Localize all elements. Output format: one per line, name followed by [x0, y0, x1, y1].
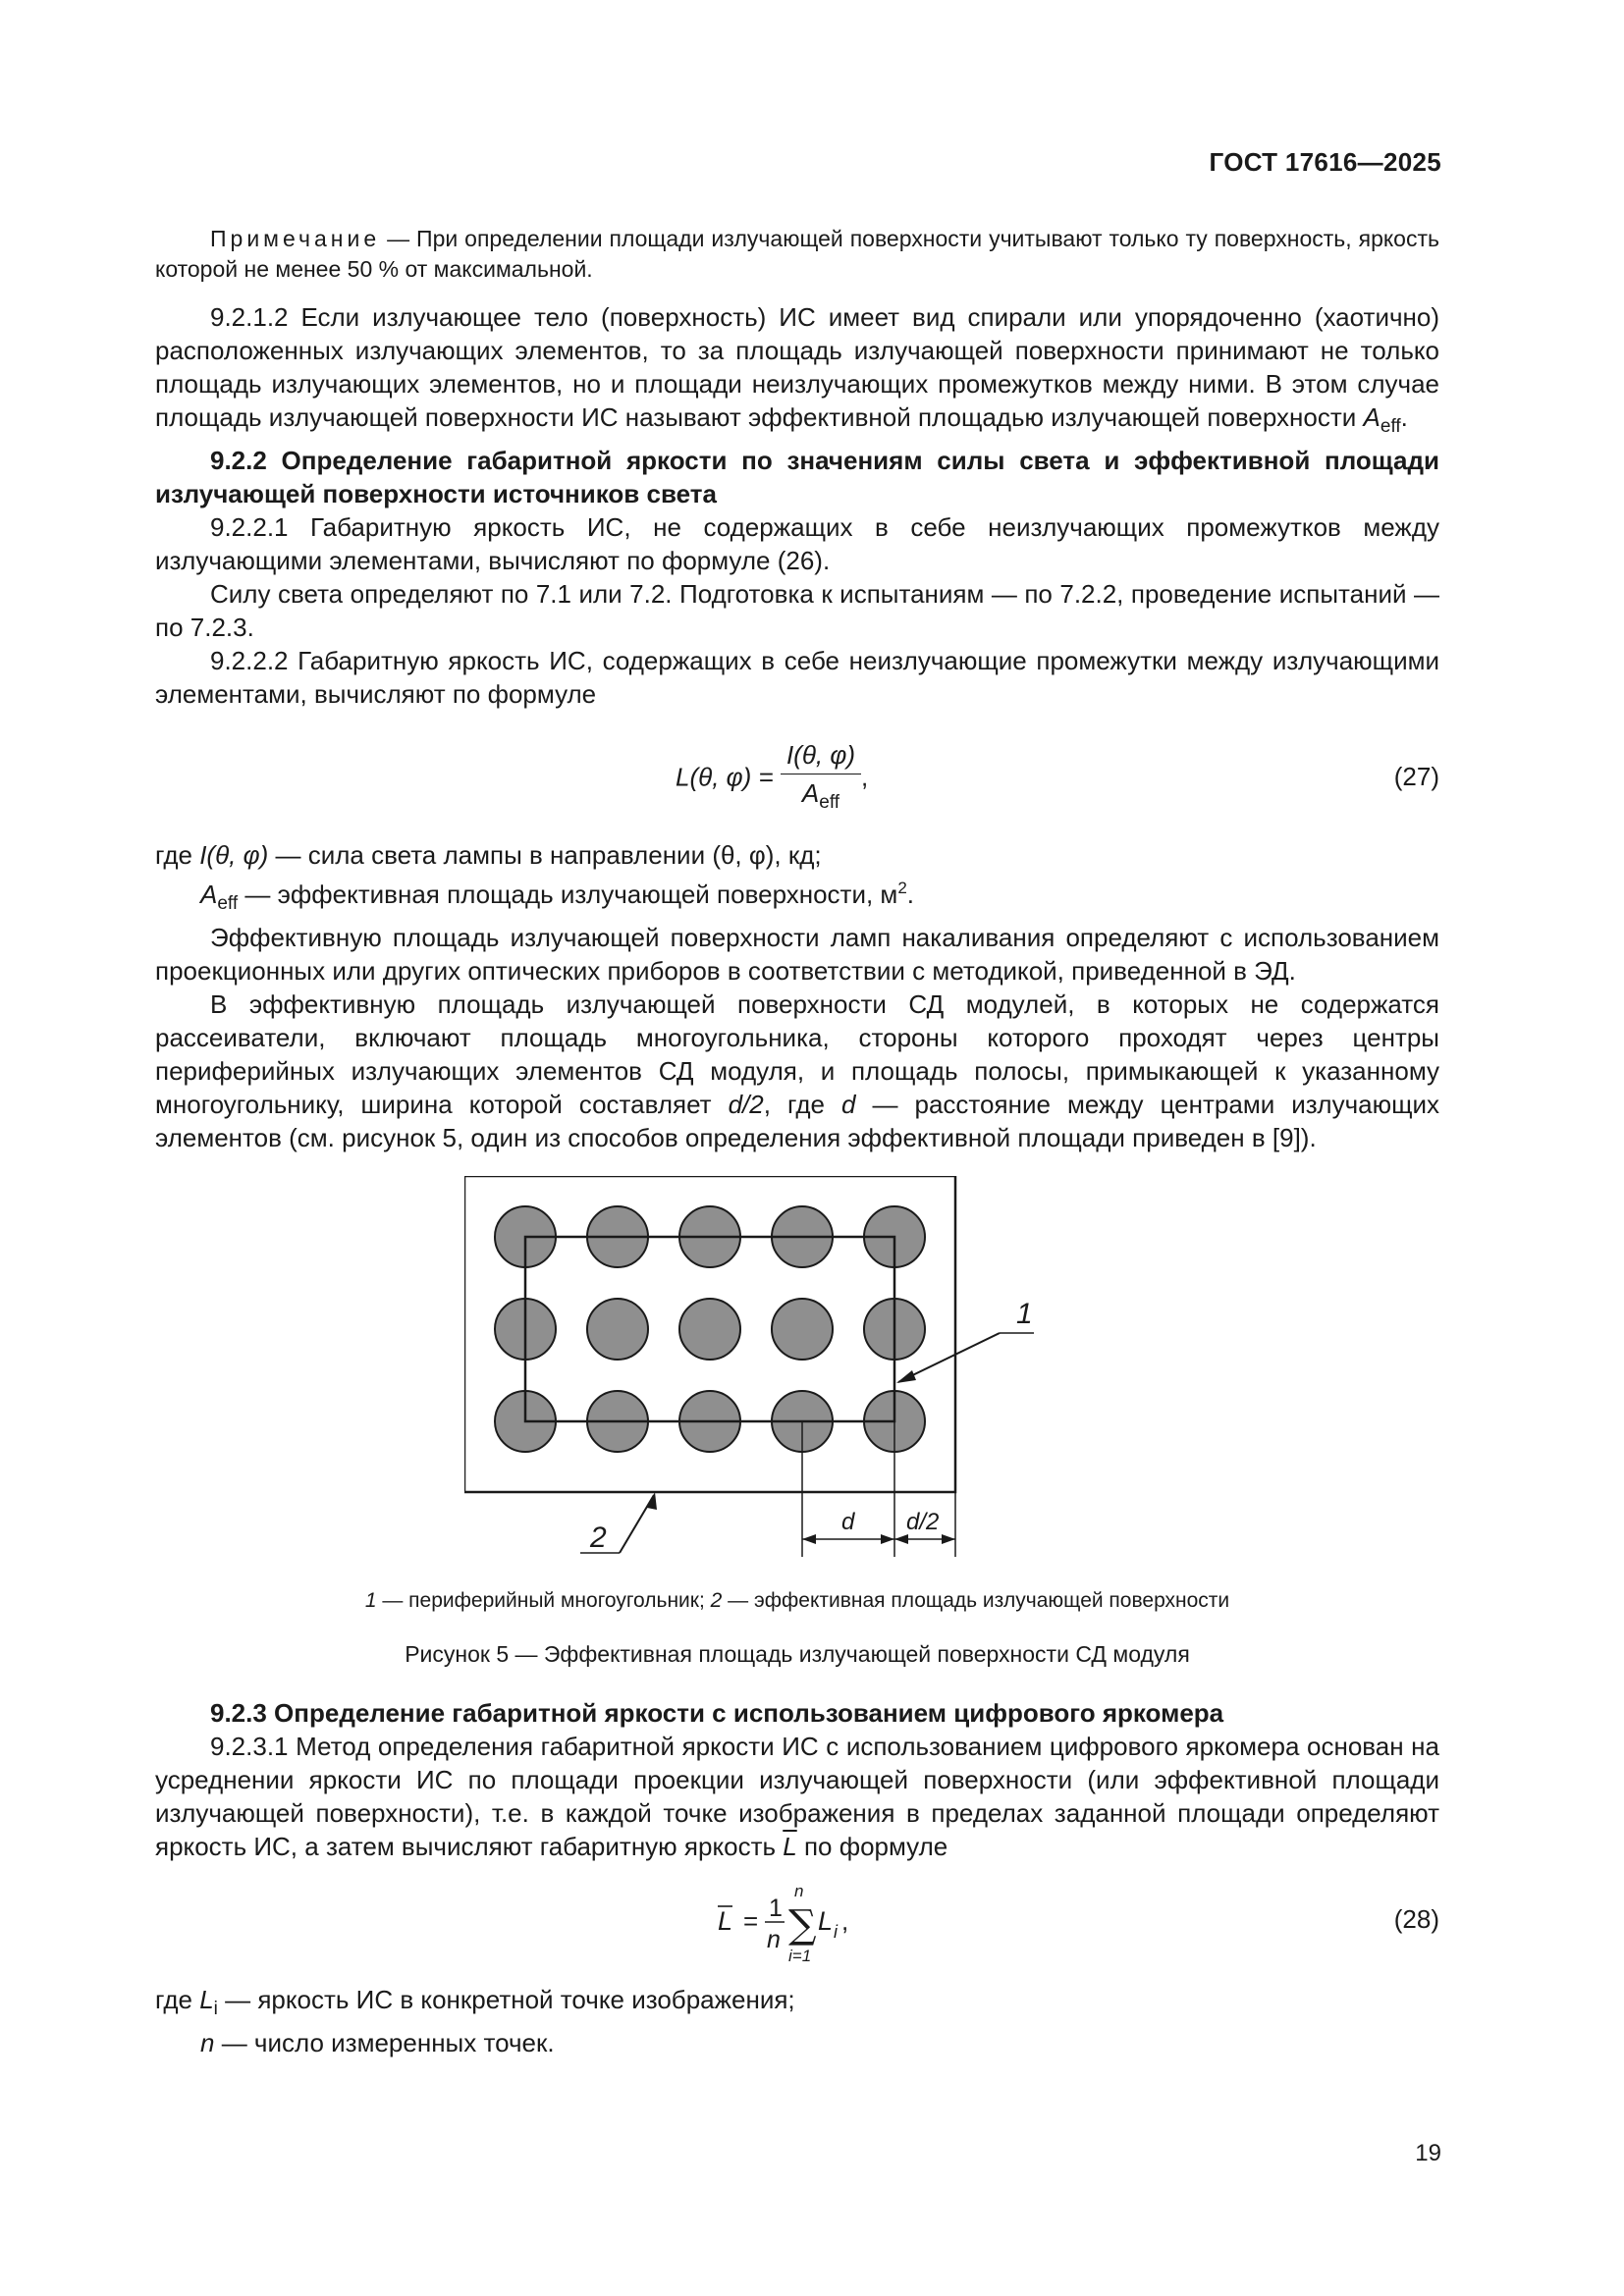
symbol-subscript: eff	[1380, 416, 1401, 437]
symbol-a: A	[1363, 402, 1380, 432]
symbol-l-bar: $\overline{L}$	[783, 1832, 797, 1861]
legend-text: — эффективная площадь излучающей поверхности	[722, 1589, 1230, 1612]
where-symbol-sub: eff	[217, 893, 239, 914]
page-number: 19	[1415, 2140, 1441, 2166]
where-text: — число измеренных точек.	[214, 2028, 555, 2057]
formula-denominator: A	[801, 778, 820, 808]
formula-28-number: (28)	[1393, 1904, 1439, 1934]
formula-tail: ,	[861, 762, 869, 792]
where-item-count	[200, 2026, 1439, 2059]
paragraph-text: — расстояние между центрами излучающих элементов (см. рисунок 5, один из способов определения эффективной площади приведен в [9]).	[155, 1090, 1439, 1152]
symbol-d-half: d/2	[728, 1090, 764, 1119]
arrowhead-2	[647, 1492, 657, 1510]
note-label: Примечание	[210, 226, 381, 251]
figure-5-diagram	[464, 1176, 1152, 1569]
where-item-intensity	[155, 838, 1439, 872]
paragraph-9-2-1-2	[155, 300, 1439, 444]
where-lead: где	[155, 1985, 192, 2014]
where-text: — сила света лампы в направлении (θ, φ), кд;	[268, 840, 822, 870]
formula-27-number: (27)	[1393, 762, 1439, 791]
where-text: — яркость ИС в конкретной точке изображения;	[217, 1985, 795, 2014]
formula-den: n	[767, 1926, 781, 1953]
paragraph-9-2-3-1	[155, 1730, 1439, 1863]
where-symbol: n	[200, 2028, 215, 2057]
symbol-d: d	[841, 1090, 856, 1119]
paragraph-end: .	[1400, 402, 1408, 432]
formula-28-expression	[710, 1877, 906, 1967]
paragraph-9-2-2-1: 9.2.2.1 Габаритную яркость ИС, не содержащих в себе неизлучающих промежутков между излучающими элементами, вычисляют по формуле (26).	[155, 512, 1439, 575]
emitter-circle	[772, 1299, 833, 1360]
paragraph-luminous-intensity: Силу света определяют по 7.1 или 7.2. Подготовка к испытаниям — по 7.2.2, проведение испытаний — по 7.2.3.	[155, 579, 1439, 642]
emitter-circle	[679, 1299, 740, 1360]
emitter-circle	[587, 1299, 648, 1360]
where-item-area	[200, 872, 1439, 921]
callout-label-1: 1	[1016, 1298, 1033, 1330]
figure-legend	[155, 1584, 1439, 1618]
where-symbol-sub: i	[213, 1999, 218, 2019]
where-list-28	[155, 1983, 1439, 2059]
where-symbol: L	[199, 1985, 214, 2014]
paragraph-led-modules	[155, 988, 1439, 1154]
dim-arrow	[881, 1534, 894, 1544]
document-body	[155, 224, 1439, 2059]
sum-upper: n	[794, 1882, 804, 1900]
formula-denominator-sub: eff	[819, 792, 840, 813]
formula-27	[155, 732, 1439, 827]
callout-label-2: 2	[590, 1522, 607, 1554]
dim-arrow	[942, 1534, 955, 1544]
paragraph-text: , где	[763, 1090, 841, 1119]
figure-5	[155, 1176, 1439, 1569]
paragraph-incandescent: Эффективную площадь излучающей поверхности ламп накаливания определяют с использованием проекционных или других оптических приборов в соответствии с методикой, приведенной в ЭД.	[155, 923, 1439, 986]
where-end: .	[906, 880, 915, 909]
legend-text: — периферийный многоугольник;	[376, 1589, 711, 1612]
formula-lhs: L(θ, φ) =	[676, 762, 774, 792]
where-lead: где	[155, 840, 192, 870]
formula-tail: ,	[841, 1906, 849, 1936]
paragraph-end: по формуле	[796, 1832, 948, 1861]
paragraph-9-2-2-2: 9.2.2.2 Габаритную яркость ИС, содержащих в себе неизлучающие промежутки между излучающими элементами, вычисляют по формуле	[155, 646, 1439, 709]
heading-9-2-3: 9.2.3 Определение габаритной яркости с использованием цифрового яркомера	[210, 1698, 1224, 1728]
sum-lower: i=1	[788, 1947, 812, 1965]
paragraph-text: В эффективную площадь излучающей поверхности СД модулей, в которых не содержатся рассеиватели, включают площадь многоугольника, стороны которого проходят через центры периферийных излучающих элементов СД модуля, и площадь полосы, примыкающей к указанному многоугольнику, ширина которой составляет	[155, 989, 1439, 1119]
formula-term-sub: i	[834, 1922, 838, 1942]
formula-term: L	[818, 1906, 834, 1936]
heading-9-2-2: 9.2.2 Определение габаритной яркости по значениям силы света и эффективной площади излучающей поверхности источников света	[155, 446, 1439, 508]
formula-eq: =	[743, 1906, 759, 1936]
note-text: — При определении площади излучающей поверхности учитывают только ту поверхность, яркость которой не менее 50 % от максимальной.	[155, 226, 1439, 282]
formula-fraction	[781, 738, 861, 820]
where-symbol: I(θ, φ)	[199, 840, 269, 870]
dimension-d-label: d	[841, 1509, 855, 1535]
dim-arrow	[894, 1534, 908, 1544]
paragraph-text: 9.2.3.1 Метод определения габаритной яркости ИС с использованием цифрового яркомера основан на усреднении яркости ИС по площади проекции излучающей поверхности (или эффективной площади излучающей поверхности), т.е. в каждой точке изображения в пределах заданной площади определяют яркость ИС, а затем вычисляют габаритную яркость	[155, 1732, 1439, 1861]
formula-lhs: L	[718, 1906, 733, 1936]
sum-sign: ∑	[788, 1902, 817, 1948]
dim-arrow	[802, 1534, 816, 1544]
where-unit-exp: 2	[897, 879, 907, 897]
where-list-27	[155, 838, 1439, 921]
figure-caption: Рисунок 5 — Эффективная площадь излучающей поверхности СД модуля	[405, 1641, 1190, 1667]
dimension-d2-label: d/2	[906, 1509, 940, 1535]
formula-28	[155, 1877, 1439, 1967]
arrowhead-1	[896, 1370, 916, 1383]
where-text: — эффективная площадь излучающей поверхности, м	[238, 880, 898, 909]
formula-num: 1	[769, 1895, 783, 1922]
legend-num: 2	[710, 1589, 723, 1612]
formula-27-expression	[676, 738, 868, 820]
legend-num: 1	[364, 1589, 377, 1612]
doc-code-header: ГОСТ 17616—2025	[1209, 147, 1441, 177]
where-symbol: A	[200, 880, 218, 909]
where-item-luminance	[155, 1983, 1439, 2026]
note-paragraph	[155, 224, 1439, 285]
leader-line-2	[620, 1495, 654, 1553]
paragraph-text: 9.2.1.2 Если излучающее тело (поверхность) ИС имеет вид спирали или упорядоченно (хаотично) расположенных излучающих элементов, то за площадь излучающей поверхности принимают не только площадь излучающих элементов, но и площади неизлучающих промежутков между ними. В этом случае площадь излучающей поверхности ИС называют эффективной площадью излучающей поверхности	[155, 302, 1439, 432]
formula-numerator: I(θ, φ)	[785, 740, 855, 770]
